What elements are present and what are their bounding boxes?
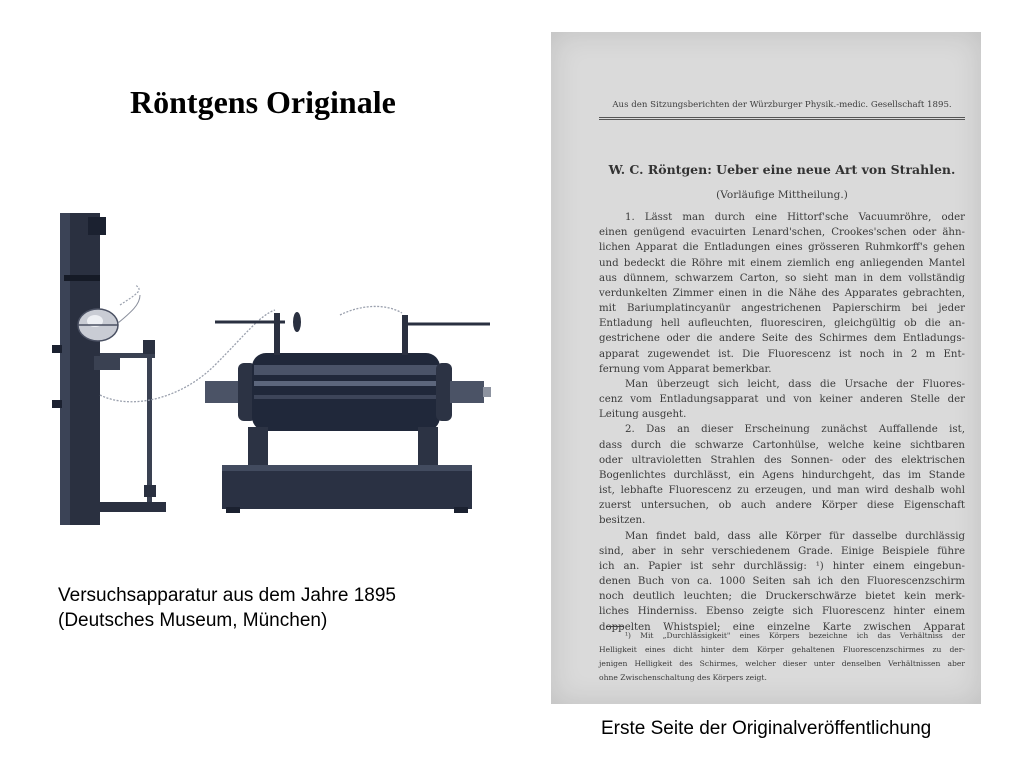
body-line: lichen Apparat die Entladungen eines grösseren Ruhmkorff's gehen <box>599 242 965 254</box>
body-line: ist, lebhafte Fluorescenz zu erzeugen, und man wird deshalb wohl <box>599 485 965 497</box>
body-line: apparat zugewendet ist. Die Fluorescenz ist noch in 2 m Ent- <box>599 348 965 360</box>
publication-body <box>599 210 965 635</box>
body-line: aus dünnem, schwarzem Carton, so sieht man in dem vollständig <box>599 272 965 284</box>
body-line: liches Hinderniss. Ebenso zeigte sich Fluorescenz hinter einem <box>599 606 965 618</box>
apparatus-caption-line: (Deutsches Museum, München) <box>58 610 328 631</box>
publication-footnotes <box>599 629 965 685</box>
spark-gap <box>215 312 490 355</box>
body-line: 1. Lässt man durch eine Hittorf'sche Vacuumröhre, oder <box>625 212 965 223</box>
body-line: doppelten Whistspiel; eine einzelne Karte zwischen Apparat <box>599 621 965 633</box>
publication-subtitle: (Vorläufige Mittheilung.) <box>716 189 848 201</box>
footnote-line: jenigen Helligkeit des Schirmes, welcher dieser unter denselben Verhältnissen aber <box>599 659 965 668</box>
body-line: einen genügend evacuirten Lenard'schen, Crookes'schen oder ähn- <box>599 227 965 239</box>
apparatus-caption <box>58 583 396 633</box>
body-line: zuerst untersuchen, ob auch andere Körper diese Eigenschaft <box>599 500 965 512</box>
original-publication-scan <box>551 32 981 704</box>
body-line: Entladung hell aufleuchten, fluoresciren, gleichgültig ob die an- <box>599 318 965 330</box>
body-line: oder ultravioletten Strahlen des Sonnen- oder des elektrischen <box>599 454 965 466</box>
body-line: dass durch die schwarze Cartonhülse, welche keine sichtbaren <box>599 439 965 451</box>
header-rule <box>599 117 965 120</box>
body-line: und bedeckt die Röhre mit einem ziemlich eng anliegenden Mantel <box>599 257 965 269</box>
body-line: denen Buch von ca. 1000 Seiten sah ich den Fluorescenzschirm <box>599 576 965 588</box>
body-line: 2. Das an dieser Erscheinung zunächst Auffallende ist, <box>625 424 965 436</box>
publication-header: Aus den Sitzungsberichten der Würzburger Physik.-medic. Gesellschaft 1895. <box>612 100 952 110</box>
body-line: sind, aber in sehr verschiedenem Grade. Einige Beispiele führe <box>599 545 965 557</box>
body-line: Man findet bald, dass alle Körper für dasselbe durchlässig <box>625 530 965 542</box>
body-line: cenz vom Entladungsapparat und von keiner anderen Stelle der <box>599 394 965 406</box>
body-line: verdunkelten Zimmer einen in die Nähe des Apparates gebrachten, <box>599 287 965 299</box>
publication-caption: Erste Seite der Originalveröffentlichung <box>601 718 932 739</box>
coil-base <box>222 427 472 513</box>
body-line: Man überzeugt sich leicht, dass die Ursache der Fluores- <box>625 378 965 390</box>
body-line: Leitung ausgeht. <box>599 409 687 421</box>
body-line: besitzen. <box>599 515 646 527</box>
footnote-line: ¹) Mit „Durchlässigkeit" eines Körpers bezeichne ich das Verhältniss der <box>625 631 965 640</box>
footnote-line: Helligkeit eines dicht hinter dem Körper gehaltenen Fluorescenzschirmes zu der- <box>599 645 965 654</box>
publication-title: W. C. Röntgen: Ueber eine neue Art von Strahlen. <box>608 162 956 177</box>
apparatus-caption-line: Versuchsapparatur aus dem Jahre 1895 <box>58 585 396 606</box>
footnote-line: ohne Zwischenschaltung des Körpers zeigt. <box>599 673 767 682</box>
slide-title: Röntgens Originale <box>130 84 396 120</box>
footnote-rule <box>606 626 624 627</box>
body-line: ich an. Papier ist sehr durchlässig: ¹) hinter einem eingebun- <box>599 560 965 572</box>
body-line: gestrichene oder die andere Seite des Schirmes dem Entladungs- <box>599 333 965 345</box>
body-line: fernung vom Apparat bemerkbar. <box>599 363 772 375</box>
apparatus-photo <box>40 195 510 525</box>
body-line: noch deutlich leuchten; die Druckerschwärze bietet kein merk- <box>599 591 965 603</box>
body-line: Bogenlichtes durchlässt, ein Agens hindurchgeht, das im Stande <box>599 469 965 481</box>
body-line: mit Bariumplatincyanür angestrichenen Papierschirm bei jeder <box>599 303 965 315</box>
induction-coil <box>205 353 491 431</box>
